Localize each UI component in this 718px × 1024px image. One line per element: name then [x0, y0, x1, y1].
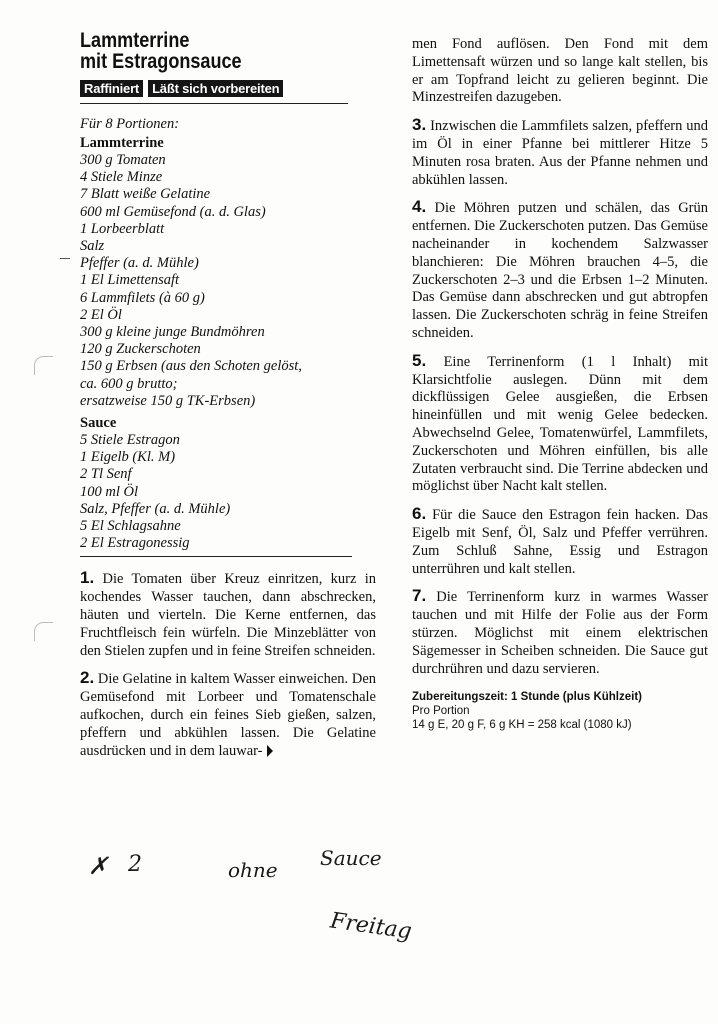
- ingredient-item: ersatzweise 150 g TK-Erbsen): [80, 392, 256, 409]
- step-text: Für die Sauce den Estragon fein hacken. Das Eigelb mit Senf, Öl, Salz und Pfeffer verrühren. Zum Schluß Sahne, Essig und Estragon unterrühren und kalt stellen.: [412, 507, 709, 577]
- sauce-ingredient-list: [80, 432, 376, 552]
- punch-hole-mark: [34, 356, 53, 375]
- recipe-title: [80, 30, 372, 72]
- step-text: Inzwischen die Lammfilets salzen, pfeffern und im Öl in einer Pfanne bei mittlerer Hitze 5 Minuten rosa braten. Aus der Pfanne nehmen und abkühlen lassen.: [412, 118, 708, 188]
- ingredient-item: Salz: [80, 238, 105, 255]
- step-text: Eine Terrinenform (1 l Inhalt) mit Klarsichtfolie auslegen. Dünn mit dem dickflüssigen Gelee ausgießen, die Erbsen hineinfüllen und mit wenig Gelee bedecken. Abwechselnd Gelee, Tomatenwürfel, Lammfilets, Zuckerschoten und Möhren einfüllen, bis alle Zutaten verbraucht sind. Die Terrine abdecken und möglichst über Nacht kalt stellen.: [412, 353, 708, 495]
- margin-mark: [60, 258, 70, 259]
- handwritten-count: 2: [128, 852, 142, 877]
- ingredient-item: 2 Tl Senf: [80, 466, 132, 483]
- ingredient-item: 100 ml Öl: [80, 483, 138, 500]
- step-text: Die Möhren putzen und schälen, das Grün entfernen. Die Zuckerschoten putzen. Das Gemüse nacheinander in kochendem Salzwasser blanchieren: Die Möhren brauchen 4–5, die Zuckerschoten 2–3 und die Erbsen 1–2 Minuten. Das Gemüse dann abschrecken und gut abtropfen lassen. Die Zuckerschoten schräg in feine Streifen schneiden.: [412, 200, 709, 341]
- step-1: [80, 569, 376, 660]
- per-portion-label: Pro Portion: [412, 705, 470, 718]
- ingredient-item: 2 El Estragonessig: [80, 535, 190, 552]
- step-text: Die Terrinenform kurz in warmes Wasser tauchen und mit Hilfe der Folie aus der Form stürzen. Möglichst mit einem elektrischen Sägemesser in Scheiben schneiden. Die Sauce gut durchrühren und dazu servieren.: [412, 589, 708, 677]
- ingredient-item: 300 g Tomaten: [80, 152, 166, 168]
- ingredient-item: 1 Lorbeerblatt: [80, 220, 165, 237]
- step-5: [412, 352, 708, 496]
- step-4: [412, 198, 708, 342]
- step-number: 5.: [412, 350, 427, 370]
- recipe-meta: [412, 690, 708, 732]
- ingredient-item: 6 Lammfilets (à 60 g): [80, 289, 205, 306]
- left-steps: [80, 569, 376, 760]
- continue-arrow-icon: [267, 745, 273, 757]
- portions-label: Für 8 Portionen:: [80, 116, 180, 132]
- ingredient-item: 7 Blatt weiße Gelatine: [80, 186, 211, 203]
- badge-vorbereiten: Läßt sich vorbereiten: [148, 80, 283, 97]
- badge-raffiniert: Raffiniert: [80, 80, 143, 97]
- ingredient-item: Salz, Pfeffer (a. d. Mühle): [80, 500, 231, 517]
- punch-hole-mark: [34, 622, 53, 641]
- handwritten-note: ohne: [228, 858, 278, 882]
- step-number: 3.: [412, 115, 427, 135]
- step-2-continued: [412, 36, 708, 107]
- step-3: [412, 116, 708, 189]
- title-line-2: mit Estragonsauce: [80, 50, 242, 73]
- title-line-1: Lammterrine: [80, 29, 190, 52]
- ingredient-item: 1 Eigelb (Kl. M): [80, 449, 176, 466]
- terrine-ingredient-list: [80, 152, 376, 410]
- ingredient-item: 300 g kleine junge Bundmöhren: [80, 324, 265, 341]
- right-column: [412, 36, 708, 732]
- ingredient-item: Pfeffer (a. d. Mühle): [80, 255, 199, 272]
- step-2: [80, 669, 376, 760]
- handwritten-mark: ✗: [88, 852, 109, 880]
- ingredient-item: 1 El Limettensaft: [80, 272, 180, 289]
- step-text: men Fond auflösen. Den Fond mit dem Limettensaft würzen und so lange kalt stellen, bis er am Topfrand leicht zu gelieren beginnt. Die Minzestreifen dazugeben.: [412, 36, 708, 106]
- ingredient-item: 5 El Schlagsahne: [80, 518, 181, 535]
- step-number: 1.: [80, 568, 95, 588]
- step-text: Die Gelatine in kaltem Wasser einweichen. Den Gemüsefond mit Lorbeer und Tomatenschale aufkochen, durch ein feines Sieb gießen, salzen, pfeffern und abkühlen lassen. Die Gelatine ausdrücken und in dem lauwar-: [80, 671, 377, 759]
- terrine-heading: Lammterrine: [80, 135, 164, 151]
- title-divider: [80, 103, 348, 104]
- left-column: [80, 30, 376, 760]
- step-number: 4.: [412, 197, 427, 217]
- ingredient-item: 2 El Öl: [80, 306, 122, 323]
- ingredient-item: 600 ml Gemüsefond (a. d. Glas): [80, 203, 266, 220]
- ingredient-item: 120 g Zuckerschoten: [80, 341, 201, 358]
- ingredient-item: 5 Stiele Estragon: [80, 432, 180, 449]
- step-text: Die Tomaten über Kreuz einritzen, kurz in kochendes Wasser tauchen, dann abschrecken, häuten und vierteln. Die Kerne entfernen, das Fruchtfleisch fein würfeln. Die Minzeblätter von den Stielen zupfen und in feine Streifen schneiden.: [80, 571, 376, 659]
- sauce-heading: Sauce: [80, 415, 117, 432]
- handwritten-note: Sauce: [320, 846, 382, 870]
- ingredient-item: ca. 600 g brutto;: [80, 375, 178, 392]
- step-number: 2.: [80, 668, 95, 688]
- ingredient-item: 4 Stiele Minze: [80, 169, 163, 186]
- step-7: [412, 587, 708, 678]
- nutrition-info: 14 g E, 20 g F, 6 g KH = 258 kcal (1080 kJ): [412, 719, 632, 732]
- badge-row: [80, 80, 376, 97]
- ingredients-divider: [80, 556, 352, 557]
- step-number: 6.: [412, 504, 427, 524]
- step-number: 7.: [412, 586, 427, 606]
- ingredient-item: 150 g Erbsen (aus den Schoten gelöst,: [80, 358, 302, 375]
- handwritten-note: Freitag: [328, 908, 414, 945]
- step-6: [412, 505, 708, 578]
- prep-time: Zubereitungszeit: 1 Stunde (plus Kühlzeit): [412, 691, 642, 704]
